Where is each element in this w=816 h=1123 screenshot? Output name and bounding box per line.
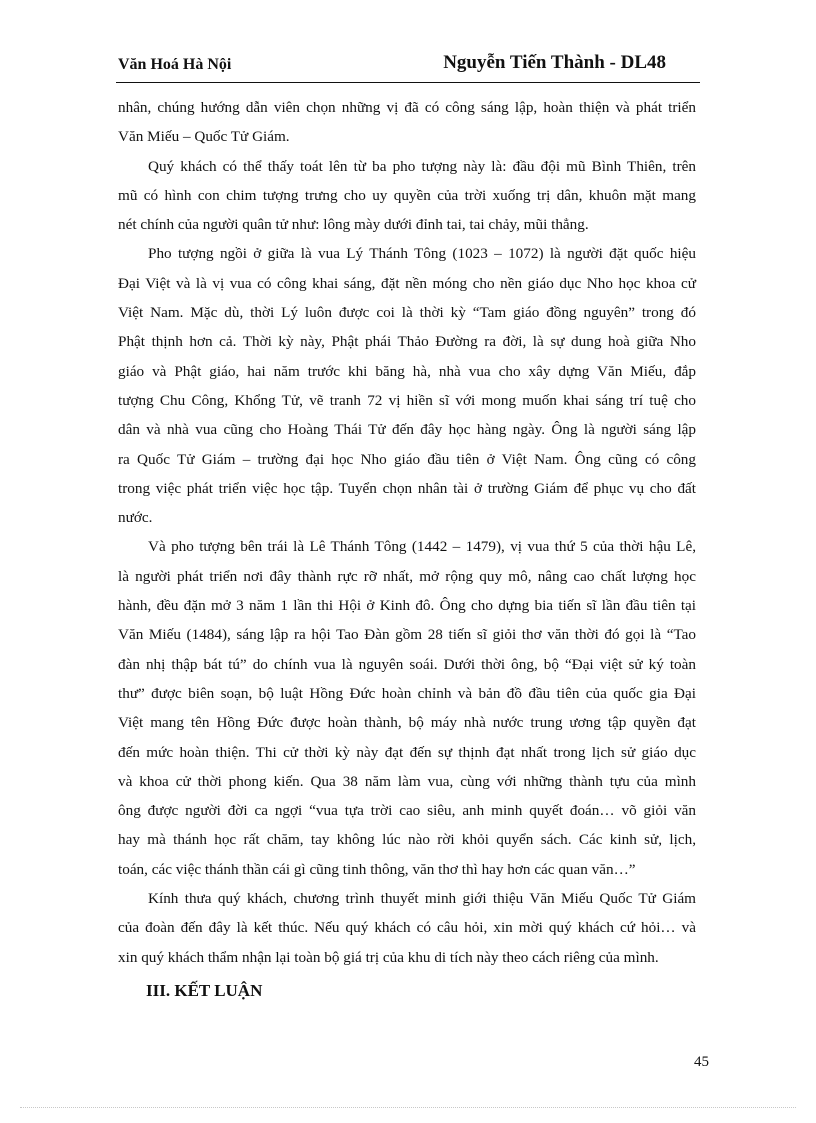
- body-line: hành, đều đặn mở 3 năm 1 lần thi Hội ở Kinh đô. Ông cho dựng bia tiến sĩ lần đầu tiên tại: [118, 597, 696, 615]
- body-line: thư” được biên soạn, bộ luật Hồng Đức hoàn chỉnh và bản đồ đầu tiên của quốc gia Đại: [118, 684, 696, 702]
- page-bottom-edge: [20, 1107, 796, 1108]
- body-line: đàn nhị thập bát tú” do chính vua là nguyên soái. Dưới thời ông, bộ “Đại việt sử ký toàn: [118, 655, 696, 673]
- body-line: Văn Miếu (1484), sáng lập ra hội Tao Đàn gồm 28 tiến sĩ giỏi thơ văn thời đó gọi là “Tao: [118, 626, 696, 644]
- body-line: Pho tượng ngồi ở giữa là vua Lý Thánh Tông (1023 – 1072) là người đặt quốc hiệu: [148, 245, 696, 263]
- body-line: Kính thưa quý khách, chương trình thuyết minh giới thiệu Văn Miếu Quốc Tử Giám: [148, 890, 696, 908]
- body-line: và khoa cử thời phong kiến. Qua 38 năm làm vua, cùng với những thành tựu của mình: [118, 772, 696, 790]
- body-line: Đại Việt và là vị vua có công khai sáng, đặt nền móng cho nền giáo dục Nho học khoa cử: [118, 274, 696, 292]
- body-line: mũ có hình con chim tượng trưng cho uy quyền của trời xuống trị dân, khuôn mặt mang: [118, 186, 696, 204]
- body-line: Việt Nam. Mặc dù, thời Lý luôn được coi là thời kỳ “Tam giáo đồng nguyên” trong đó: [118, 304, 696, 322]
- body-line: nét chính của người quân tử như: lông mày dưới đỉnh tai, tai chảy, mũi thẳng.: [118, 216, 589, 234]
- body-line: là người phát triển nơi đây thành rực rỡ nhất, mở rộng quy mô, nâng cao chất lượng học: [118, 567, 696, 585]
- body-line: Và pho tượng bên trái là Lê Thánh Tông (1442 – 1479), vị vua thứ 5 của thời hậu Lê,: [148, 538, 696, 556]
- body-line: nước.: [118, 509, 153, 527]
- section-heading: III. KẾT LUẬN: [146, 980, 263, 1000]
- body-line: xin quý khách thẩm nhận lại toàn bộ giá trị của khu di tích này theo cách riêng của mình.: [118, 948, 659, 966]
- header-left-title: Văn Hoá Hà Nội: [118, 56, 232, 73]
- page-number: 45: [694, 1054, 709, 1070]
- body-line: Quý khách có thể thấy toát lên từ ba pho tượng này là: đầu đội mũ Bình Thiên, trên: [148, 157, 696, 175]
- body-line: hay mà thánh học rất chăm, tay không lúc nào rời khỏi quyển sách. Các kinh sử, lịch,: [118, 831, 696, 849]
- body-line: tượng Chu Công, Khổng Tử, vẽ tranh 72 vị hiền sĩ với mong muốn khai sáng trí tuệ cho: [118, 391, 696, 409]
- body-line: toán, các việc thánh thần cái gì cũng tinh thông, văn thơ thì hay hơn các quan văn…”: [118, 860, 636, 878]
- body-line: Phật thịnh hơn cả. Thời kỳ này, Phật phái Thảo Đường ra đời, là sự dung hoà giữa Nho: [118, 333, 696, 351]
- document-body: [118, 93, 696, 1005]
- body-line: dân và nhà vua cũng cho Hoàng Thái Tử đến đây học hàng ngày. Ông là người sáng lập: [118, 421, 696, 439]
- body-line: Việt mang tên Hồng Đức được hoàn thành, bộ máy nhà nước trung ương tập quyền đạt: [118, 714, 696, 732]
- header-rule: [116, 82, 700, 83]
- body-line: đến mức hoàn thiện. Thi cử thời kỳ này đạt đến sự thịnh đạt nhất trong lịch sử giáo dục: [118, 743, 696, 761]
- header-author: Nguyễn Tiến Thành - DL48: [443, 52, 666, 73]
- page-header: [118, 52, 698, 82]
- body-line: của đoàn đến đây là kết thúc. Nếu quý khách có câu hỏi, xin mời quý khách cứ hỏi… và: [118, 919, 696, 937]
- body-line: nhân, chúng hướng dẫn viên chọn những vị đã có công sáng lập, hoàn thiện và phát triển: [118, 99, 696, 116]
- body-line: trong việc phát triển việc học tập. Tuyển chọn nhân tài ở trường Giám để phục vụ cho đất: [118, 479, 696, 497]
- body-line: giáo và Phật giáo, hai năm trước khi băng hà, nhà vua cho xây dựng Văn Miếu, đắp: [118, 362, 696, 380]
- body-line: ra Quốc Tử Giám – trường đại học Nho giáo đầu tiên ở Việt Nam. Ông cũng có công: [118, 450, 696, 468]
- body-line: ông được người đời ca ngợi “vua tựa trời cao siêu, anh minh quyết đoán… võ giỏi văn: [118, 802, 696, 820]
- body-line: Văn Miếu – Quốc Tử Giám.: [118, 128, 290, 146]
